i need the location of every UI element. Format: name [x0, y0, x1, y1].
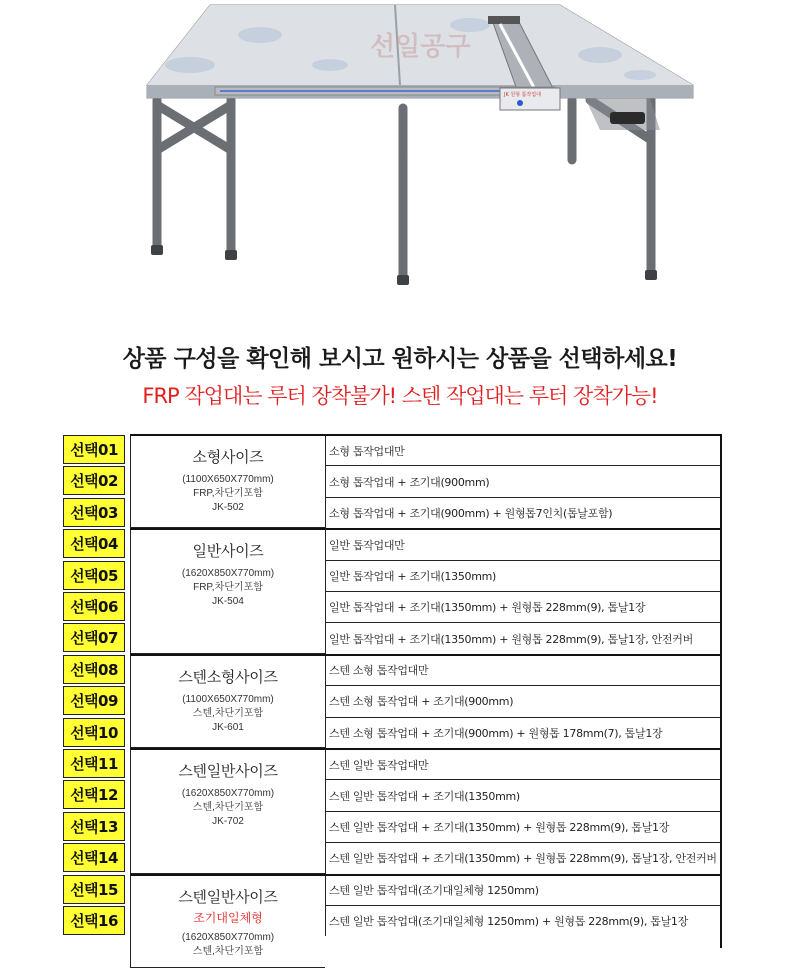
model-number: JK-504: [212, 596, 244, 608]
option-select-label[interactable]: 선택02: [63, 466, 125, 495]
option-description[interactable]: 스텐 일반 톱작업대(조기대일체형 1250mm) + 원형톱 228mm(9), 톱날1장: [325, 905, 722, 936]
size-group-cell: [130, 528, 325, 654]
option-description[interactable]: 스텐 일반 톱작업대 + 조기대(1350mm) + 원형톱 228mm(9), 톱날1장: [325, 811, 722, 842]
option-select-label[interactable]: 선택11: [63, 749, 125, 778]
model-number: JK-702: [212, 816, 244, 827]
size-group-cell: [130, 748, 325, 874]
option-select-label[interactable]: 선택04: [63, 529, 125, 558]
router-notice: FRP 작업대는 루터 장착불가! 스텐 작업대는 루터 장착가능!: [142, 384, 658, 408]
option-description[interactable]: 일반 톱작업대 + 조기대(1350mm) + 원형톱 228mm(9), 톱날1장: [325, 591, 722, 622]
option-select-label[interactable]: 선택14: [63, 843, 125, 872]
size-material: FRP,차단기포함: [193, 582, 263, 594]
size-group-name: 스텐일반사이즈: [178, 887, 278, 906]
option-select-label[interactable]: 선택06: [63, 592, 125, 621]
size-group-name: 소형사이즈: [192, 448, 264, 466]
size-material: 스텐,차단기포함: [192, 707, 264, 719]
option-select-label[interactable]: 선택13: [63, 812, 125, 841]
size-dimensions: (1620X850X770mm): [181, 788, 275, 799]
option-description[interactable]: 스텐 소형 톱작업대 + 조기대(900mm) + 원형톱 178mm(7), 톱날1장: [325, 717, 722, 748]
size-dimensions: (1100X650X770mm): [182, 693, 274, 705]
option-description[interactable]: 일반 톱작업대 + 조기대(1350mm) + 원형톱 228mm(9), 톱날1장, 안전커버: [325, 622, 722, 653]
option-select-label[interactable]: 선택16: [63, 906, 125, 935]
size-material: 스텐,차단기포함: [192, 802, 264, 813]
size-dimensions: (1620X850X770mm): [181, 931, 275, 943]
size-group-cell: [130, 654, 325, 748]
svg-text:JK 원형 톱작업대: JK 원형 톱작업대: [504, 92, 541, 98]
integrated-fence-note: 조기대일체형: [193, 910, 263, 925]
option-select-label[interactable]: 선택01: [63, 435, 125, 464]
option-description[interactable]: 스텐 일반 톱작업대만: [325, 748, 722, 779]
size-dimensions: (1100X650X770mm): [182, 474, 274, 485]
option-select-label[interactable]: 선택07: [63, 623, 125, 652]
option-select-label[interactable]: 선택09: [63, 686, 125, 715]
option-description[interactable]: 스텐 소형 톱작업대만: [325, 654, 722, 685]
option-description[interactable]: 일반 톱작업대 + 조기대(1350mm): [325, 560, 722, 591]
product-photo: [0, 0, 800, 300]
option-description[interactable]: 소형 톱작업대 + 조기대(900mm): [325, 465, 722, 496]
size-group-cell: [130, 434, 325, 528]
option-description[interactable]: 스텐 소형 톱작업대 + 조기대(900mm): [325, 685, 722, 716]
model-number: JK-502: [212, 502, 244, 513]
option-table: [63, 434, 722, 957]
option-description[interactable]: 스텐 일반 톱작업대 + 조기대(1350mm): [325, 779, 722, 810]
option-description[interactable]: 소형 톱작업대만: [325, 434, 722, 465]
size-group-name: 스텐일반사이즈: [178, 762, 278, 780]
size-group-cell: [130, 874, 325, 968]
option-description[interactable]: 소형 톱작업대 + 조기대(900mm) + 원형톱7인치(톱날포함): [325, 497, 722, 528]
option-description[interactable]: 스텐 일반 톱작업대 + 조기대(1350mm) + 원형톱 228mm(9), 톱날1장, 안전커버: [325, 842, 722, 873]
watermark: 선일공구: [370, 32, 471, 62]
option-select-label[interactable]: 선택03: [63, 498, 125, 527]
size-material: 스텐,차단기포함: [192, 945, 264, 957]
page-heading: 상품 구성을 확인해 보시고 원하시는 상품을 선택하세요!: [122, 346, 678, 372]
option-description[interactable]: 스텐 일반 톱작업대(조기대일체형 1250mm): [325, 874, 722, 905]
option-description[interactable]: 일반 톱작업대만: [325, 528, 722, 559]
size-material: FRP,차단기포함: [193, 488, 263, 499]
option-select-label[interactable]: 선택10: [63, 718, 125, 747]
model-number: JK-601: [212, 721, 244, 733]
option-select-label[interactable]: 선택12: [63, 780, 125, 809]
size-group-name: 스텐소형사이즈: [178, 667, 278, 686]
option-select-label[interactable]: 선택05: [63, 561, 125, 590]
size-group-name: 일반사이즈: [192, 542, 264, 561]
size-dimensions: (1620X850X770mm): [181, 568, 275, 580]
option-select-label[interactable]: 선택15: [63, 875, 125, 904]
option-select-label[interactable]: 선택08: [63, 655, 125, 684]
